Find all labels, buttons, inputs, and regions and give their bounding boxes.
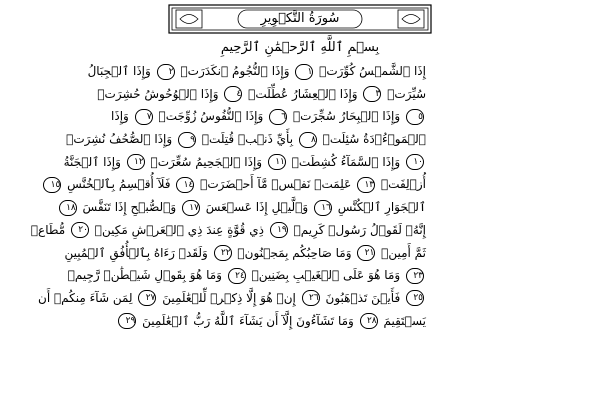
ayah-number-marker: ٩: [178, 132, 196, 148]
basmala: بِسۡمِ ٱللَّهِ ٱلرَّحۡمَٰنِ ٱلرَّحِيمِ: [220, 40, 380, 55]
ayah-number-marker: ٥: [406, 109, 424, 125]
verse-text: وَمَا هُوَ بِقَوۡلِ شَيۡطَٰنٖ رَّجِيمٖ: [67, 268, 226, 283]
ayah-number-marker: ٤: [224, 86, 242, 102]
verse-text: ثَمَّ أَمِينٖ: [377, 245, 426, 260]
ayah-number-marker: ٢٤: [228, 268, 246, 284]
ayah-number-marker: ٦: [269, 109, 287, 125]
verse-text: أُزۡلِفَتۡ: [377, 177, 426, 192]
ayah-number-marker: ١٨: [59, 200, 77, 216]
sura-title: سُورَةُ التَّكۡوِيرِ: [260, 11, 340, 26]
verse-text: بِأَيِّ ذَنۢبٖ قُتِلَتۡ: [198, 132, 297, 147]
verse-text: وَإِذَا ٱلنُّجُومُ ٱنكَدَرَتۡ: [176, 64, 294, 78]
verse-text: وَمَا تَشَآءُونَ إِلَّآ أَن يَشَآءَ ٱللَّهُ رَبُّ ٱلۡعَٰلَمِينَ: [138, 313, 358, 328]
verse-text: لِمَن شَآءَ مِنكُمۡ أَن: [38, 290, 137, 305]
ayah-number-marker: ١: [295, 64, 313, 80]
verse-text: يَسۡتَقِيمَ: [379, 313, 426, 328]
verse-line: [66, 196, 426, 219]
verse-line: [64, 242, 426, 265]
ayah-number-marker: ١٢: [127, 154, 145, 170]
quran-page: [30, 0, 432, 400]
verse-text: وَإِذَا ٱلۡبِحَارُ سُجِّرَتۡ: [289, 109, 404, 124]
verse-text: فَلَآ أُقۡسِمُ بِٱلۡخُنَّسِ: [63, 177, 175, 192]
ayah-number-marker: ١٦: [314, 200, 332, 216]
ayah-number-marker: ٢٦: [302, 290, 320, 306]
verse-line: [63, 151, 426, 174]
verse-text: وَإِذَا ٱلنُّفُوسُ زُوِّجَتۡ: [154, 109, 268, 124]
ayah-number-marker: ١٠: [406, 154, 424, 170]
verse-text: وَإِذَا ٱلۡجَحِيمُ سُعِّرَتۡ: [146, 154, 266, 169]
verse-text: وَإِذَا ٱلۡوُحُوشُ حُشِرَتۡ: [97, 86, 223, 101]
ayah-number-marker: ٢٧: [138, 290, 156, 306]
ayah-number-marker: ١٧: [182, 200, 200, 216]
verse-text: سُيِّرَتۡ: [383, 86, 426, 101]
ayah-number-marker: ٢٩: [118, 313, 136, 329]
verse-text: وَمَا هُوَ عَلَى ٱلۡغَيۡبِ بِضَنِينٖ: [247, 268, 404, 283]
ayah-number-marker: ٢٨: [360, 313, 378, 329]
verse-line: [30, 219, 426, 242]
ayah-number-marker: ٢٠: [71, 222, 89, 238]
ayah-number-marker: ٢٢: [214, 245, 232, 261]
verse-text: وَمَا صَاحِبُكُم بِمَجۡنُونٖ: [233, 245, 356, 260]
verse-line: [97, 83, 426, 106]
ayah-number-marker: ١٩: [270, 222, 288, 238]
verse-text: مُّطَاعٖ: [30, 222, 69, 237]
ayah-number-marker: ٢١: [357, 245, 375, 261]
verse-text: ٱلۡمَوۡءُۥدَةُ سُئِلَتۡ: [318, 132, 426, 147]
sura-header-frame: [168, 4, 432, 34]
verse-text: وَٱلصُّبۡحِ إِذَا تَنَفَّسَ: [78, 200, 180, 215]
verse-text: وَإِذَا ٱلسَّمَآءُ كُشِطَتۡ: [287, 154, 404, 169]
verse-text: وَلَقَدۡ رَءَاهُ بِٱلۡأُفُقِ ٱلۡمُبِينِ: [64, 245, 212, 260]
verse-text: إِنَّهُۥ لَقَوۡلُ رَسُولٖ كَرِيمٖ: [289, 222, 426, 237]
ayah-number-marker: ١١: [268, 154, 286, 170]
verse-lines: [30, 60, 426, 332]
verse-line: [67, 264, 426, 287]
ayah-number-marker: ٢: [157, 64, 175, 80]
verse-text: إِذَا ٱلشَّمۡسُ كُوِّرَتۡ: [315, 64, 426, 78]
verse-text: عَلِمَتۡ نَفۡسٞ مَّآ أَحۡضَرَتۡ: [196, 177, 356, 192]
ayah-number-marker: ١٥: [43, 177, 61, 193]
verse-text: فَأَيۡنَ تَذۡهَبُونَ: [321, 290, 404, 305]
verse-text: وَٱلَّيۡلِ إِذَا عَسۡعَسَ: [201, 200, 312, 215]
verse-text: إِنۡ هُوَ إِلَّا ذِكۡرٞ لِّلۡعَٰلَمِينَ: [158, 290, 300, 305]
verse-text: وَإِذَا ٱلۡجِبَالُ: [87, 64, 155, 78]
ayah-number-marker: ٢٣: [406, 268, 424, 284]
ayah-number-marker: ١٤: [176, 177, 194, 193]
verse-text: وَإِذَا: [111, 109, 133, 124]
ayah-number-marker: ٨: [299, 132, 317, 148]
ayah-number-marker: ٢٥: [406, 290, 424, 306]
verse-line: [111, 105, 426, 128]
verse-text: وَإِذَا ٱلۡعِشَارُ عُطِّلَتۡ: [244, 86, 362, 101]
verse-line: [66, 128, 426, 151]
ayah-number-marker: ٧: [135, 109, 153, 125]
verse-line: [38, 287, 426, 310]
ayah-number-marker: ١٣: [357, 177, 375, 193]
verse-text: ذِي قُوَّةٍ عِندَ ذِي ٱلۡعَرۡشِ مَكِينٖ: [90, 222, 268, 237]
verse-line: [50, 173, 426, 196]
verse-text: وَإِذَا ٱلصُّحُفُ نُشِرَتۡ: [66, 132, 177, 147]
verse-text: ٱلۡجَوَارِ ٱلۡكُنَّسِ: [333, 200, 426, 215]
verse-line: [87, 60, 426, 83]
verse-line: [125, 310, 426, 333]
ayah-number-marker: ٣: [363, 86, 381, 102]
verse-text: وَإِذَا ٱلۡجَنَّةُ: [63, 154, 125, 169]
